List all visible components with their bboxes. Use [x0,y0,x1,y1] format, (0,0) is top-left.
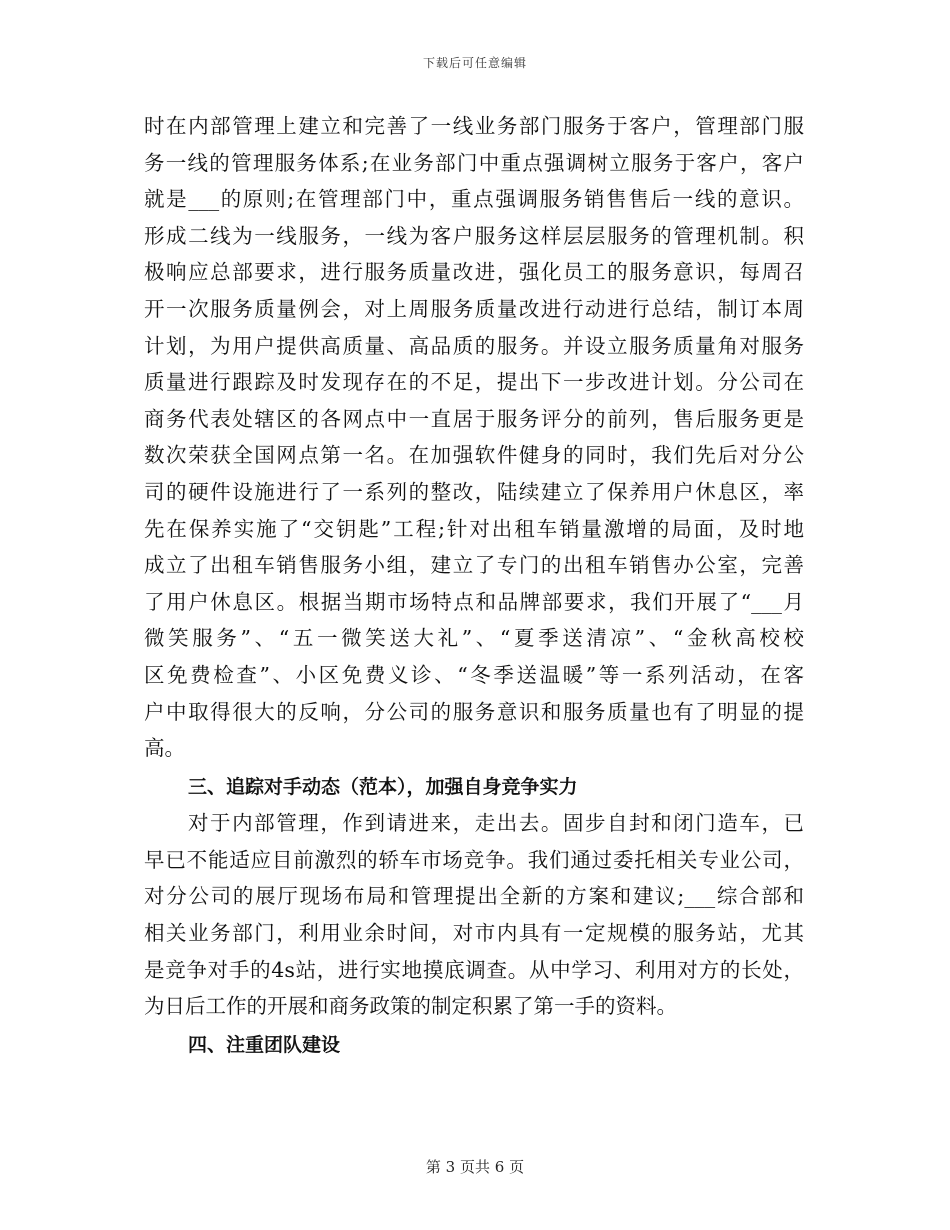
paragraph-line-first: 对于内部管理，作到请进来，走出去。固步自封和闭门造车，已 [188,811,804,836]
paragraph-line: 商务代表处辖区的各网点中一直居于服务评分的前列，售后服务更是 [144,406,804,431]
paragraph-line: 微笑服务”、“五一微笑送大礼”、“夏季送清凉”、“金秋高校校 [144,626,804,651]
paragraph-line: 计划，为用户提供高质量、高品质的服务。并设立服务质量角对服务 [144,333,804,358]
page-footer: 第 3 页共 6 页 [425,1158,525,1176]
paragraph-line: 对分公司的展厅现场布局和管理提出全新的方案和建议;___综合部和 [144,884,804,909]
paragraph-line: 区免费检查”、小区免费义诊、“冬季送温暖”等一系列活动，在客 [144,662,804,687]
document-body [144,108,804,1063]
paragraph-line-last: 为日后工作的开展和商务政策的制定积累了第一手的资料。 [144,994,677,1019]
paragraph-line: 司的硬件设施进行了一系列的整改，陆续建立了保养用户休息区，率 [144,479,804,504]
paragraph-line: 是竞争对手的4s站，进行实地摸底调查。从中学习、利用对方的长处， [144,957,804,982]
paragraph-line: 先在保养实施了“交钥匙”工程;针对出租车销量激增的局面，及时地 [144,516,804,541]
paragraph-line: 就是___的原则;在管理部门中，重点强调服务销售售后一线的意识。 [144,187,804,212]
section-heading-3: 三、追踪对手动态（范本），加强自身竞争实力 [188,775,578,798]
paragraph-line: 成立了出租车销售服务小组，建立了专门的出租车销售办公室，完善 [144,553,804,578]
paragraph-line: 时在内部管理上建立和完善了一线业务部门服务于客户，管理部门服 [144,114,804,138]
page-header: 下载后可任意编辑 [422,56,527,70]
paragraph-line: 早已不能适应目前激烈的轿车市场竞争。我们通过委托相关专业公司， [144,847,804,872]
paragraph-line: 户中取得很大的反响，分公司的服务意识和服务质量也有了明显的提 [144,699,804,724]
paragraph-line: 形成二线为一线服务，一线为客户服务这样层层服务的管理机制。积 [144,223,804,248]
paragraph-line: 相关业务部门，利用业余时间，对市内具有一定规模的服务站，尤其 [144,921,804,946]
paragraph-line: 务一线的管理服务体系;在业务部门中重点强调树立服务于客户，客户 [144,150,804,175]
paragraph-line: 质量进行跟踪及时发现存在的不足，提出下一步改进计划。分公司在 [144,370,804,395]
paragraph-line: 开一次服务质量例会，对上周服务质量改进行动进行总结，制订本周 [144,296,804,321]
paragraph-line: 数次荣获全国网点第一名。在加强软件健身的同时，我们先后对分公 [144,443,804,468]
paragraph-line: 了用户休息区。根据当期市场特点和品牌部要求，我们开展了“___月 [144,589,804,614]
paragraph-line: 极响应总部要求，进行服务质量改进，强化员工的服务意识，每周召 [144,260,804,285]
paragraph-line-last: 高。 [144,736,185,761]
section-heading-4: 四、注重团队建设 [188,1033,341,1056]
